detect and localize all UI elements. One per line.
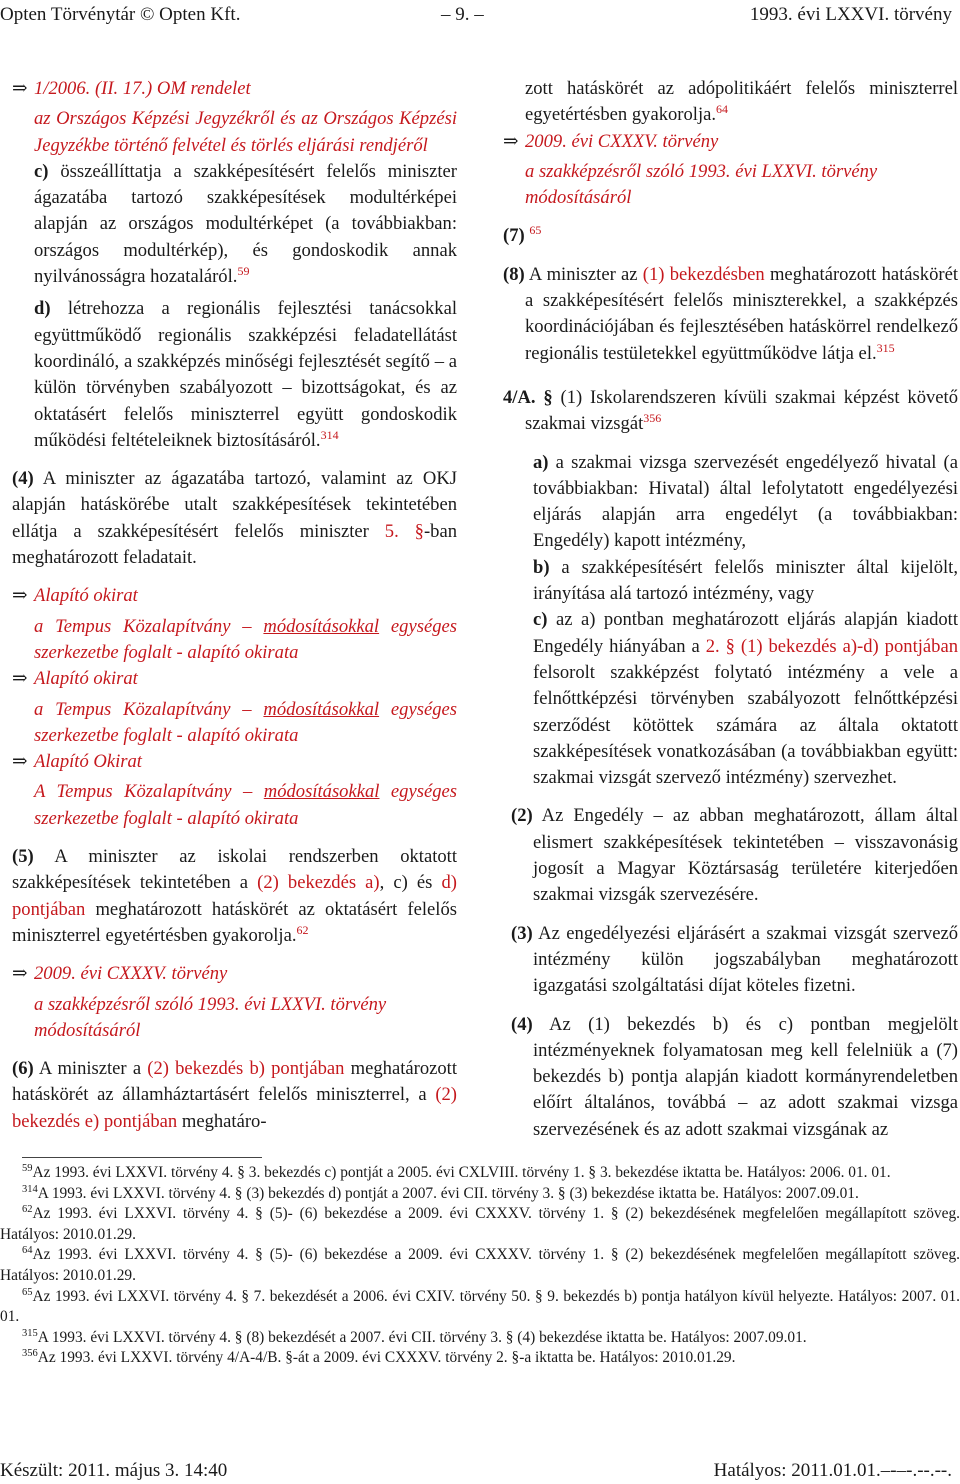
reference-title[interactable]: 2009. évi CXXXV. törvény: [34, 963, 228, 985]
reference-subtitle[interactable]: az Országos Képzési Jegyzékről és az Országos Képzési Jegyzékbe történő felvétel és törlés eljárási rendjéről: [34, 108, 457, 156]
header-left: Opten Törvénytár © Opten Kft.: [0, 4, 241, 25]
section-label: 4/A. §: [503, 386, 553, 408]
right-column: [503, 76, 958, 1143]
section-4a: 4/A. § (1) Iskolarendszeren kívüli szakmai képzést követő szakmai vizsgát$^{356}$: [503, 386, 958, 435]
item-c: [12, 159, 457, 290]
item-label: d): [34, 298, 51, 320]
implies-arrow-icon: ⇒: [503, 130, 519, 152]
reference-subtitle[interactable]: a szakképzésről szóló 1993. évi LXXVI. törvény módosításáról: [525, 160, 878, 209]
footnote: $^{62}$Az 1993. évi LXXVI. törvény 4. § (5)- (6) bekezdése a 2009. évi CXXXV. törvény 1. § (2) bekezdésének megfelelően megállapított szöveg. Hatályos: 2010.01.29.: [0, 1204, 960, 1243]
paragraph-8: (8) A miniszter az (1) bekezdésben meghatározott hatáskörét a szakképesítésért felelős miniszterekkel, a szakképzés koordinációjában és fejlesztésében hatáskörrel rendelkező regionális testületekkel együttműködve látja el.$^{315}$: [503, 263, 958, 364]
paragraph-6: (6) A miniszter a (2) bekezdés b) pontjában meghatározott hatáskörét az államháztartásért felelős miniszterrel, a (2) bekezdés e) pontjában meghatáro-: [12, 1058, 458, 1132]
reference-title[interactable]: Alapító okirat: [34, 585, 138, 607]
footnote-ref[interactable]: 59: [237, 263, 250, 278]
implies-arrow-icon: ⇒: [12, 668, 28, 690]
section-link[interactable]: 5. §: [384, 520, 424, 542]
reference-subtitle[interactable]: a szakképzésről szóló 1993. évi LXXVI. törvény módosításáról: [34, 993, 387, 1041]
reference-link[interactable]: [503, 129, 958, 155]
paragraph-2: (2) Az Engedély – az abban meghatározott, állam által elismert szakképesítések tekintetében – visszavonásig jogosít a Magyar Köztársaság területére kiterjedően szakmai vizsgák szervezésére.: [511, 805, 958, 906]
paragraph-7: [503, 223, 958, 249]
section-link[interactable]: (2) bekezdés b) pontjában: [147, 1058, 345, 1080]
item-b: b) a szakképesítésért felelős miniszter által kijelölt, irányítása alá tartozó intézmény, vagy: [533, 556, 958, 605]
item-label: c): [34, 160, 49, 182]
item-label: c): [533, 609, 548, 631]
header-right: 1993. évi LXXVI. törvény: [749, 4, 952, 25]
paragraph-text: -ban meghatározott feladatait.: [12, 520, 457, 569]
reference-subtitle[interactable]: a Tempus Közalapítvány – módosításokkal egységes szerkezetbe foglalt - alapító okirata: [34, 698, 457, 746]
section-link[interactable]: (1) bekezdésben: [642, 263, 765, 285]
footnote: $^{314}$A 1993. évi LXXVI. törvény 4. § (3) bekezdés d) pontját a 2007. évi CII. törvény 3. § (3) bekezdése iktatta be. Hatályos: 2007.09.01.: [22, 1183, 859, 1202]
paragraph-label: (8): [503, 263, 525, 285]
header-page-number: – 9. –: [441, 4, 484, 25]
paragraph-label: (5): [12, 846, 34, 868]
item-d: [12, 296, 457, 454]
footnote: $^{65}$Az 1993. évi LXXVI. törvény 4. § 7. bekezdését a 2006. évi CXIV. törvény 50. § 9. bekezdés b) pontja hatályon kívül helyezte. Hatályos: 2007. 01. 01.: [0, 1286, 960, 1326]
footnote-ref[interactable]: 64: [716, 102, 729, 117]
item-label: a): [533, 451, 549, 473]
item-text: létrehozza a regionális fejlesztési tanácsokkal együttműködő regionális szakképzési feladatellátást koordináló, a szakképzés minőségi fejlesztését segítő – a külön törvényben szabályozott – bizottságokat, és az oktatásért felelős miniszterrel együtt gondoskodik működési feltételeiknek biztosításáról.: [34, 298, 457, 451]
left-column: [12, 76, 457, 1135]
footnote: $^{315}$A 1993. évi LXXVI. törvény 4. § (8) bekezdését a 2007. évi CII. törvény 3. § (4) bekezdése iktatta be. Hatályos: 2007.09.01.: [22, 1327, 807, 1346]
item-a: a) a szakmai vizsga szervezését engedélyező hivatal (a továbbiakban: Hivatal) által lefolytatott engedélyezési eljárás alapján arra engedélyt (a továbbiakban: Engedély) kapott intézmény,: [533, 451, 958, 552]
paragraph-4: [12, 466, 457, 571]
paragraph-label: (6): [12, 1058, 34, 1080]
reference-link[interactable]: [12, 666, 457, 692]
section-link[interactable]: (2) bekezdés a): [257, 872, 380, 894]
footnote-ref[interactable]: 356: [643, 411, 662, 426]
implies-arrow-icon: ⇒: [12, 585, 28, 607]
reference-title[interactable]: Alapító okirat: [34, 668, 138, 690]
section-link[interactable]: (2) bekezdés e) pontjában: [12, 1084, 457, 1132]
reference-title[interactable]: 2009. évi CXXXV. törvény: [525, 130, 719, 152]
reference-link[interactable]: [12, 961, 457, 987]
implies-arrow-icon: ⇒: [12, 751, 28, 773]
page-header: [0, 2, 960, 30]
paragraph-label: (3): [511, 922, 533, 944]
paragraph-6-continued: zott hatáskörét az adópolitikáért felelős miniszterrel egyetértésben gyakorolja.$^{64}$: [525, 78, 958, 126]
reference-link[interactable]: [12, 76, 457, 102]
item-c: c) az a) pontban meghatározott eljárás alapján kiadott Engedély hiányában a 2. § (1) bekezdés a)-d) pontjában felsorolt szakképzést folytató intézmény a vele a felnőttképzési törvényben szabályozott felnőttképzési szerződést kötöttek számára az általa oktatott szakképesítések vonatkozásában (a továbbiakban együtt: szakmai vizsgát szervező intézmény) szervezhet.: [533, 609, 958, 789]
footnote-ref[interactable]: 315: [876, 340, 895, 355]
footer-created: Készült: 2011. május 3. 14:40: [0, 1460, 228, 1481]
item-text: összeállíttatja a szakképesítésért felelős miniszter ágazatába tartozó szakképesítések modultérképei alapján az országos modultérképet (a továbbiakban: országos modultérkép), és gondoskodik annak nyilvánosságra hozataláról.: [34, 160, 457, 288]
footnote-ref[interactable]: 314: [320, 427, 339, 442]
footnotes: [0, 1163, 960, 1369]
paragraph-label: (2): [511, 805, 533, 827]
paragraph-label: (7): [503, 225, 525, 247]
reference-subtitle[interactable]: a Tempus Közalapítvány – módosításokkal egységes szerkezetbe foglalt - alapító okirata: [34, 615, 457, 663]
footer-effective: Hatályos: 2011.01.01.–-–-.--.--.: [713, 1460, 952, 1481]
reference-link[interactable]: [12, 749, 457, 775]
paragraph-text: A miniszter az ágazatába tartozó, valamint az OKJ alapján hatáskörébe utalt szakképesítések tekintetében ellátja a szakképesítésért felelős miniszter: [12, 468, 457, 542]
paragraph-label: (4): [511, 1013, 533, 1035]
paragraph-4: (4) Az (1) bekezdés b) és c) pontban megjelölt intézményeknek folyamatosan meg kell felelniük a (7) bekezdés b) pontja alapján kiadott kormányrendeletben előírt általános, továbbá – az adott szakmai vizsga szervezésének és az adott szakmai vizsgának az: [511, 1013, 958, 1140]
footnote-divider: [22, 1157, 262, 1158]
reference-subtitle[interactable]: A Tempus Közalapítvány – módosításokkal egységes szerkezetbe foglalt - alapító okirata: [34, 781, 457, 829]
footnote-ref[interactable]: 65: [529, 223, 542, 238]
footnote: $^{64}$Az 1993. évi LXXVI. törvény 4. § (5)- (6) bekezdése a 2009. évi CXXXV. törvény 1. § (2) bekezdésének megfelelően megállapított szöveg. Hatályos: 2010.01.29.: [0, 1245, 960, 1284]
reference-title[interactable]: 1/2006. (II. 17.) OM rendelet: [34, 78, 251, 99]
section-link[interactable]: d) pontjában: [12, 872, 457, 920]
reference-link[interactable]: [12, 583, 457, 609]
paragraph-label: (4): [12, 468, 34, 490]
reference-title[interactable]: Alapító Okirat: [34, 751, 142, 773]
footnote: $^{356}$Az 1993. évi LXXVI. törvény 4/A-4/B. §-át a 2009. évi CXXXV. törvény 2. §-a iktatta be. Hatályos: 2010.01.29.: [22, 1348, 736, 1367]
item-label: b): [533, 556, 550, 578]
section-link[interactable]: 2. § (1) bekezdés a)-d) pontjában: [705, 635, 958, 657]
implies-arrow-icon: ⇒: [12, 963, 28, 985]
footnote-ref[interactable]: 62: [296, 922, 309, 937]
footnote: $^{59}$Az 1993. évi LXXVI. törvény 4. § 3. bekezdés c) pontját a 2005. évi CXLVIII. törvény 1. § 3. bekezdése iktatta be. Hatályos: 2006. 01. 01.: [22, 1162, 891, 1181]
paragraph-5: (5) A miniszter az iskolai rendszerben oktatott szakképesítések tekintetében a (2) bekezdés a), c) és d) pontjában meghatározott hatáskörét az oktatásért felelős miniszterrel egyetértésben gyakorolja.$^{62}$: [12, 846, 457, 946]
paragraph-3: (3) Az engedélyezési eljárásért a szakmai vizsgát szervező intézmény külön jogszabályban meghatározott igazgatási szolgáltatási díjat köteles fizetni.: [511, 922, 958, 997]
implies-arrow-icon: ⇒: [12, 78, 28, 99]
